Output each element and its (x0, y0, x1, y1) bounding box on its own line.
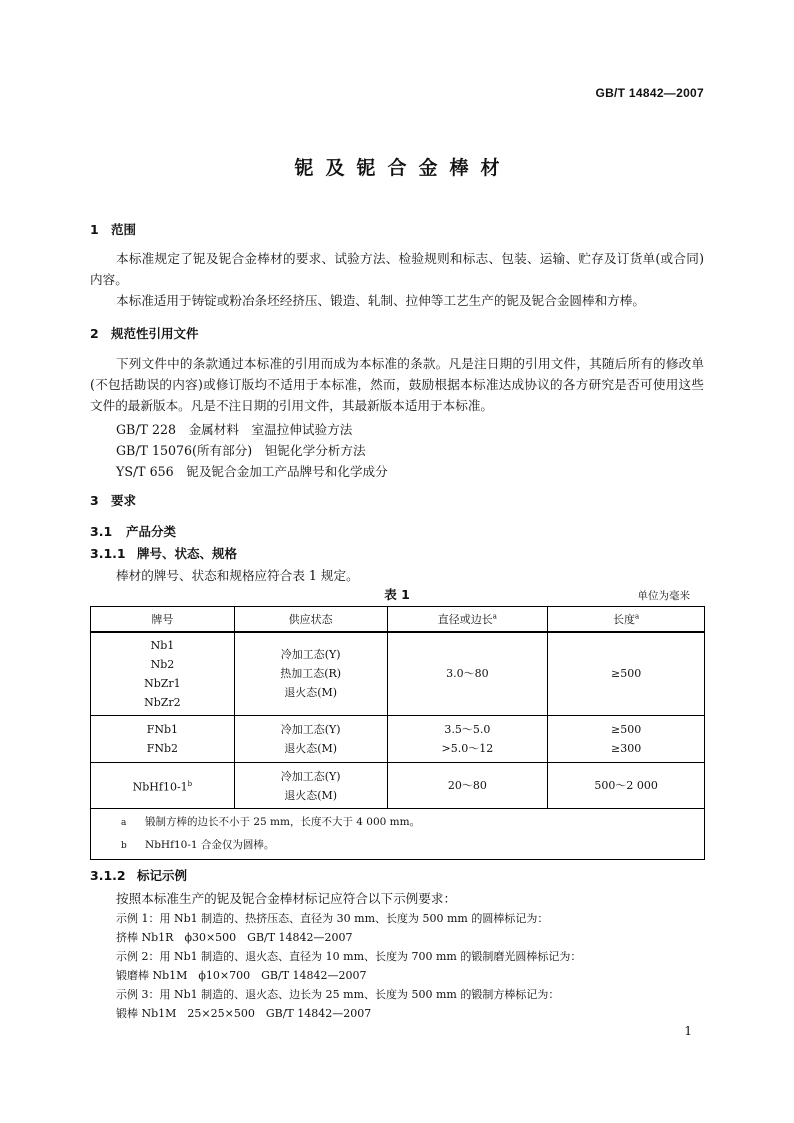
col-header-grade: 牌号 (91, 607, 235, 632)
state-cell: 冷加工态(Y) 退火态(M) (234, 763, 387, 809)
marking-intro-text: 按照本标准生产的铌及铌合金棒材标记应符合以下示例要求： (116, 891, 457, 906)
table-footnotes (91, 809, 705, 860)
table-intro-text: 棒材的牌号、状态和规格应符合表 1 规定。 (116, 568, 359, 583)
size-cell: 3.5～5.0 >5.0～12 (387, 716, 548, 763)
grade-cell: NbHf10-1$^b$ (91, 763, 235, 809)
section-number: 1 (90, 222, 99, 237)
section-title: 产品分类 (126, 524, 177, 539)
section-title: 要求 (111, 493, 137, 508)
document-title: 铌及铌合金棒材 (294, 157, 512, 179)
grade-cell: FNb1 FNb2 (91, 716, 235, 763)
table-header-row (91, 607, 705, 632)
reference-item: GB/T 15076(所有部分) 钽铌化学分析方法 (116, 443, 366, 458)
section-number: 2 (90, 326, 99, 341)
state-cell: 冷加工态(Y) 退火态(M) (234, 716, 387, 763)
footnote-mark: b (187, 779, 193, 788)
section-number: 3.1.1 (90, 546, 126, 561)
table-unit: 单位为毫米 (637, 590, 690, 602)
example-marking: 锻棒 Nb1M 25×25×500 GB/T 14842—2007 (116, 1007, 372, 1020)
footnote-mark: a (635, 612, 640, 621)
section-1-heading (90, 220, 136, 238)
table-caption: 表 1 (384, 587, 410, 602)
state-cell: 冷加工态(Y) 热加工态(R) 退火态(M) (234, 632, 387, 716)
section-3-1-1-heading (90, 544, 237, 562)
section-3-1-2-heading (90, 866, 187, 884)
footnote: a 锻制方棒的边长不小于 25 mm，长度不大于 4 000 mm。 (121, 816, 421, 828)
page-number: 1 (684, 1024, 692, 1038)
col-header-state: 供应状态 (234, 607, 387, 632)
footnote: b NbHf10-1 合金仅为圆棒。 (121, 839, 275, 851)
size-cell: 20～80 (387, 763, 548, 809)
section-3-heading (90, 491, 136, 509)
length-cell: ≥500 ≥300 (548, 716, 705, 763)
table-row (91, 632, 705, 716)
section-title: 规范性引用文件 (111, 326, 199, 341)
section-number: 3 (90, 493, 99, 508)
length-cell: 500～2 000 (548, 763, 705, 809)
section-title: 范围 (111, 222, 137, 237)
references-paragraph: 下列文件中的条款通过本标准的引用而成为本标准的条款。凡是注日期的引用文件，其随后所有的修改单(不包括勘误的内容)或修订版均不适用于本标准，然而，鼓励根据本标准达成协议的各方研究是否可使用这些文件的最新版本。凡是不注日期的引用文件，其最新版本适用于本标准。 (90, 356, 704, 413)
section-title: 牌号、状态、规格 (137, 546, 238, 561)
section-3-1-heading (90, 522, 176, 540)
footnote-mark: a (492, 612, 497, 621)
col-header-length: 长度$^a$ (548, 607, 705, 632)
spec-table (90, 606, 705, 860)
example-marking: 挤棒 Nb1R ϕ30×500 GB/T 14842—2007 (116, 931, 353, 944)
example-caption: 示例 3：用 Nb1 制造的、退火态、边长为 25 mm、长度为 500 mm 的锻制方棒标记为： (116, 988, 560, 1001)
section-2-heading (90, 324, 199, 342)
reference-item: YS/T 656 铌及铌合金加工产品牌号和化学成分 (116, 464, 388, 479)
size-cell: 3.0～80 (387, 632, 548, 716)
section-number: 3.1.2 (90, 868, 126, 883)
section-title: 标记示例 (137, 868, 188, 883)
scope-paragraph-2: 本标准适用于铸锭或粉冶条坯经挤压、锻造、轧制、拉伸等工艺生产的铌及铌合金圆棒和方棒。 (116, 293, 645, 308)
example-marking: 锻磨棒 Nb1M ϕ10×700 GB/T 14842—2007 (116, 969, 367, 982)
scope-paragraph-1: 本标准规定了铌及铌合金棒材的要求、试验方法、检验规则和标志、包装、运输、贮存及订货单(或合同)内容。 (90, 251, 704, 287)
grade-cell: Nb1 Nb2 NbZr1 NbZr2 (91, 632, 235, 716)
col-header-size: 直径或边长$^a$ (387, 607, 548, 632)
table-row (91, 763, 705, 809)
length-cell: ≥500 (548, 632, 705, 716)
table-row (91, 716, 705, 763)
example-caption: 示例 1：用 Nb1 制造的、热挤压态、直径为 30 mm、长度为 500 mm 的圆棒标记为： (116, 912, 549, 925)
example-caption: 示例 2：用 Nb1 制造的、退火态、直径为 10 mm、长度为 700 mm 的锻制磨光圆棒标记为： (116, 950, 582, 963)
footnotes-cell (91, 809, 705, 860)
standard-number: GB/T 14842—2007 (595, 86, 704, 100)
section-number: 3.1 (90, 524, 113, 539)
reference-item: GB/T 228 金属材料 室温拉伸试验方法 (116, 422, 353, 437)
